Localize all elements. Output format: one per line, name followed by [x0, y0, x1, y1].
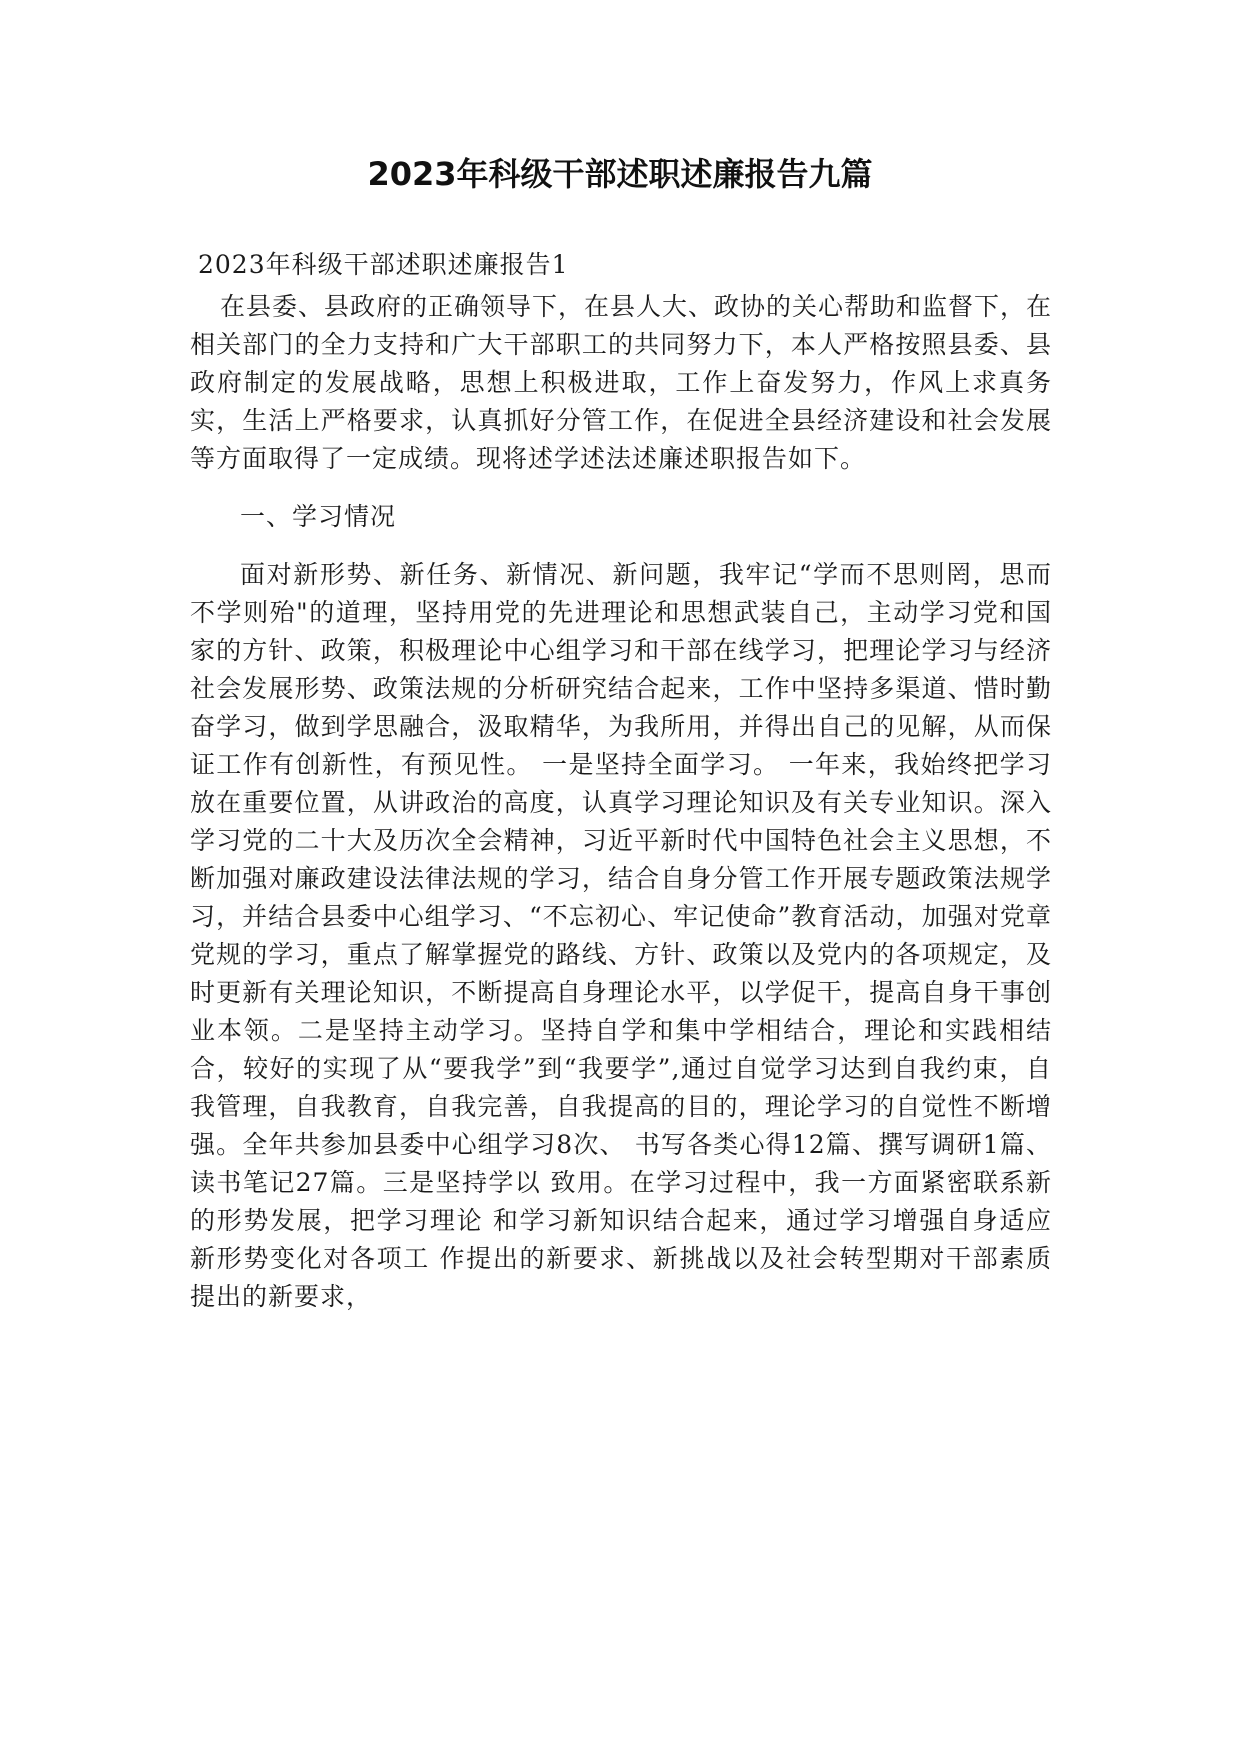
body-paragraph: 面对新形势、新任务、新情况、新问题，我牢记“学而不思则罔，思而不学则殆"的道理，坚持用党的先进理论和思想武装自己，主动学习党和国家的方针、政策，积极理论中心组学习和干部在线学习，把理论学习与经济社会发展形势、政策法规的分析研究结合起来，工作中坚持多渠道、惜时勤奋学习，做到学思融合，汲取精华，为我所用，并得出自己的见解，从而保证工作有创新性，有预见性。 一是坚持全面学习。 一年来，我始终把学习放在重要位置，从讲政治的高度，认真学习理论知识及有关专业知识。深入学习党的二十大及历次全会精神，习近平新时代中国特色社会主义思想，不断加强对廉政建设法律法规的学习，结合自身分管工作开展专题政策法规学习，并结合县委中心组学习、“不忘初心、牢记使命”教育活动，加强对党章党规的学习，重点了解掌握党的路线、方针、政策以及党内的各项规定，及时更新有关理论知识，不断提高自身理论水平，以学促干，提高自身干事创业本领。二是坚持主动学习。坚持自学和集中学相结合，理论和实践相结合，较好的实现了从“要我学”到“我要学”,通过自觉学习达到自我约束，自我管理，自我教育，自我完善，自我提高的目的，理论学习的自觉性不断增强。全年共参加县委中心组学习8次、 书写各类心得12篇、撰写调研1篇、读书笔记27篇。三是坚持学以 致用。在学习过程中，我一方面紧密联系新的形势发展，把学习理论 和学习新知识结合起来，通过学习增强自身适应新形势变化对各项工 作提出的新要求、新挑战以及社会转型期对干部素质提出的新要求， — [190, 560, 1052, 1311]
document-title: 2023年科级干部述职述廉报告九篇 — [367, 155, 873, 193]
subheading-study: 一、学习情况 — [240, 502, 397, 531]
section-heading: 2023年科级干部述职述廉报告1 — [198, 250, 569, 279]
document-body — [190, 246, 1052, 1316]
intro-paragraph: 在县委、县政府的正确领导下，在县人大、政协的关心帮助和监督下，在相关部门的全力支持和广大干部职工的共同努力下，本人严格按照县委、县政府制定的发展战略，思想上积极进取，工作上奋发努力，作风上求真务实，生活上严格要求，认真抓好分管工作，在促进全县经济建设和社会发展等方面取得了一定成绩。现将述学述法述廉述职报告如下。 — [190, 292, 1053, 473]
